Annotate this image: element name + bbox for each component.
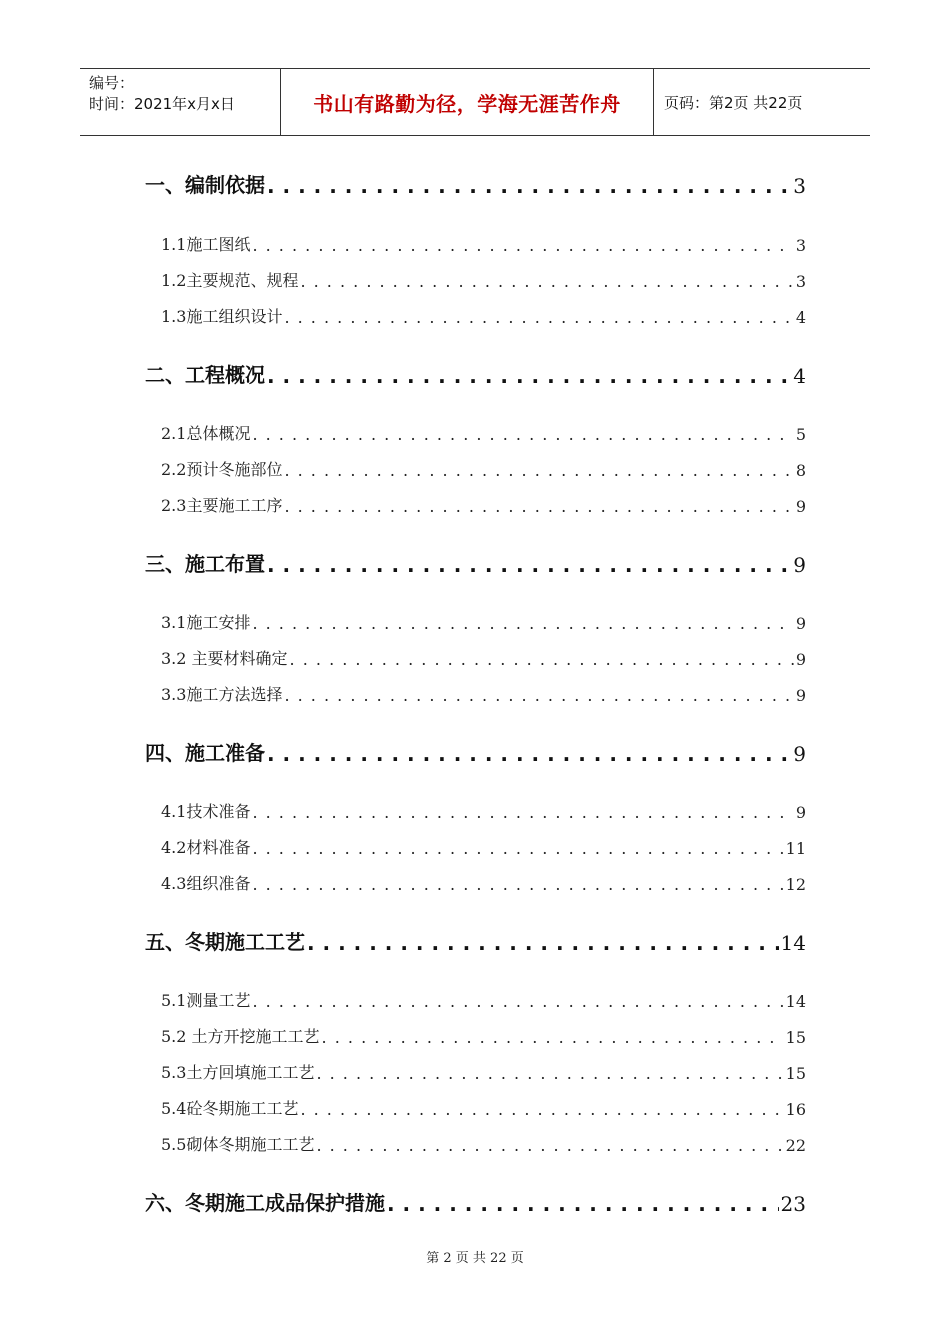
toc-leader-dots — [267, 746, 791, 766]
toc-entry-page: 9 — [795, 497, 806, 516]
toc-entry-page: 3 — [795, 236, 806, 255]
header-meta — [80, 69, 281, 135]
toc-leader-dots — [284, 500, 793, 516]
toc-leader-dots — [290, 653, 794, 669]
toc-leader-dots — [284, 464, 793, 480]
toc-entry-title: 3.1施工安排 — [161, 613, 251, 632]
toc-section[interactable] — [161, 1133, 806, 1155]
toc-section[interactable] — [161, 611, 806, 633]
toc-entry-page: 9 — [793, 553, 806, 577]
toc-entry-title: 五、冬期施工工艺 — [145, 930, 305, 954]
toc-leader-dots — [267, 178, 791, 198]
toc-section[interactable] — [161, 1061, 806, 1083]
toc-chapter[interactable] — [145, 1190, 806, 1216]
toc-leader-dots — [284, 311, 793, 327]
toc-entry-page: 9 — [793, 742, 806, 766]
toc-leader-dots — [322, 1031, 784, 1047]
toc-entry-page: 5 — [795, 425, 806, 444]
toc-entry-page: 11 — [785, 839, 806, 858]
toc-chapter[interactable] — [145, 551, 806, 577]
toc-section[interactable] — [161, 269, 806, 291]
toc-entry-page: 9 — [795, 803, 806, 822]
toc-section[interactable] — [161, 683, 806, 705]
toc-leader-dots — [252, 878, 783, 894]
toc-entry-title: 5.2 土方开挖施工工艺 — [161, 1027, 320, 1046]
toc-entry-page: 22 — [785, 1136, 806, 1155]
toc-leader-dots — [252, 995, 783, 1011]
toc-entry-page: 4 — [795, 308, 806, 327]
toc-entry-page: 14 — [780, 931, 806, 955]
toc-entry-page: 12 — [785, 875, 806, 894]
toc-leader-dots — [252, 806, 793, 822]
toc-entry-page: 3 — [795, 272, 806, 291]
toc-entry-title: 三、施工布置 — [145, 552, 265, 576]
toc-entry-title: 1.3施工组织设计 — [161, 307, 283, 326]
toc-entry-page: 4 — [793, 364, 806, 388]
toc-entry-title: 1.2主要规范、规程 — [161, 271, 299, 290]
toc-entry-page: 9 — [795, 686, 806, 705]
toc-section[interactable] — [161, 647, 806, 669]
toc-leader-dots — [307, 935, 779, 955]
toc-section[interactable] — [161, 233, 806, 255]
toc-leader-dots — [300, 1103, 783, 1119]
toc-entry-title: 2.3主要施工工序 — [161, 496, 283, 515]
toc-section[interactable] — [161, 800, 806, 822]
toc-entry-title: 六、冬期施工成品保护措施 — [145, 1191, 385, 1215]
toc-entry-title: 5.4砼冬期施工工艺 — [161, 1099, 299, 1118]
toc-section[interactable] — [161, 305, 806, 327]
toc-entry-page: 16 — [785, 1100, 806, 1119]
toc-section[interactable] — [161, 422, 806, 444]
toc-entry-title: 四、施工准备 — [145, 741, 265, 765]
toc-leader-dots — [252, 842, 783, 858]
toc-entry-page: 15 — [785, 1064, 806, 1083]
header-motto: 书山有路勤为径，学海无涯苦作舟 — [281, 69, 654, 135]
toc-entry-page: 14 — [785, 992, 806, 1011]
toc-chapter[interactable] — [145, 362, 806, 388]
page-footer: 第 2 页 共 22 页 — [426, 1251, 524, 1266]
toc-section[interactable] — [161, 458, 806, 480]
toc-entry-page: 15 — [785, 1028, 806, 1047]
toc-leader-dots — [252, 428, 793, 444]
toc-chapter[interactable] — [145, 172, 806, 198]
toc-section[interactable] — [161, 989, 806, 1011]
toc-leader-dots — [300, 275, 793, 291]
toc-entry-title: 5.5砌体冬期施工工艺 — [161, 1135, 315, 1154]
toc-chapter[interactable] — [145, 929, 806, 955]
toc-entry-title: 一、编制依据 — [145, 173, 265, 197]
toc-leader-dots — [252, 239, 793, 255]
toc-section[interactable] — [161, 836, 806, 858]
toc-entry-title: 2.2预计冬施部位 — [161, 460, 283, 479]
toc-entry-title: 3.3施工方法选择 — [161, 685, 283, 704]
toc-entry-page: 8 — [795, 461, 806, 480]
toc-entry-title: 2.1总体概况 — [161, 424, 251, 443]
toc-section[interactable] — [161, 872, 806, 894]
document-time-label: 时间：2021年x月x日 — [89, 95, 235, 113]
toc-entry-title: 5.3土方回填施工工艺 — [161, 1063, 315, 1082]
toc-section[interactable] — [161, 1097, 806, 1119]
toc-entry-page: 9 — [795, 614, 806, 633]
toc-entry-title: 1.1施工图纸 — [161, 235, 251, 254]
toc-section[interactable] — [161, 1025, 806, 1047]
toc-entry-page: 3 — [793, 174, 806, 198]
toc-entry-title: 4.1技术准备 — [161, 802, 251, 821]
toc-entry-title: 3.2 主要材料确定 — [161, 649, 288, 668]
header-page-info: 页码：第2页 共22页 — [664, 93, 803, 112]
document-number-label: 编号： — [89, 74, 135, 92]
toc-leader-dots — [252, 617, 793, 633]
toc-chapter[interactable] — [145, 740, 806, 766]
toc-leader-dots — [284, 689, 793, 705]
toc-entry-title: 二、工程概况 — [145, 363, 265, 387]
toc-leader-dots — [267, 368, 791, 388]
toc-leader-dots — [267, 557, 791, 577]
toc-entry-title: 4.2材料准备 — [161, 838, 251, 857]
toc-entry-title: 4.3组织准备 — [161, 874, 251, 893]
page-header — [80, 68, 870, 136]
toc-section[interactable] — [161, 494, 806, 516]
toc-entry-title: 5.1测量工艺 — [161, 991, 251, 1010]
toc-leader-dots — [316, 1139, 783, 1155]
toc-leader-dots — [316, 1067, 783, 1083]
toc-entry-page: 23 — [780, 1192, 806, 1216]
toc-entry-page: 9 — [795, 650, 806, 669]
toc-leader-dots — [387, 1196, 779, 1216]
